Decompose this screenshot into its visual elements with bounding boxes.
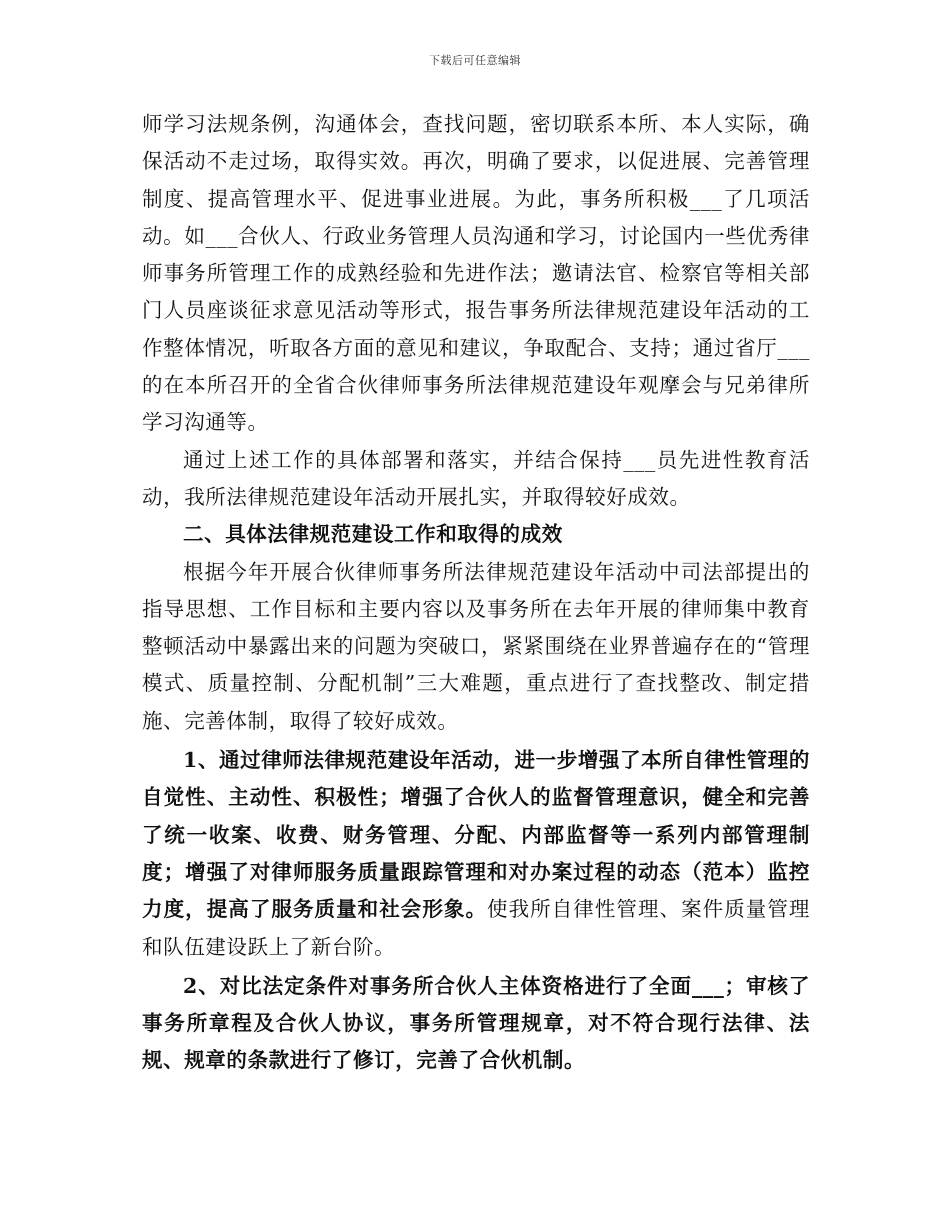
item-1-bold-text: 1、通过律师法律规范建设年活动，进一步增强了本所自律性管理的自觉性、主动性、积极性；增强了合伙人的监督管理意识，健全和完善了统一收案、收费、财务管理、分配、内部监督等一系列内部管理制度；增强了对律师服务质量跟踪管理和对办案过程的动态（范本）监控力度，提高了服务质量和社会形象。 [142,748,810,922]
document-body [142,106,810,1080]
paragraph-guidelines: 根据今年开展合伙律师事务所法律规范建设年活动中司法部提出的指导思想、工作目标和主要内容以及事务所在去年开展的律师集中教育整顿活动中暴露出来的问题为突破口，紧紧围绕在业界普遍存在的“管理模式、质量控制、分配机制”三大难题，重点进行了查找整改、制定措施、完善体制，取得了较好成效。 [142,559,810,733]
page-header: 下载后可任意编辑 [429,54,521,67]
paragraph-implementation: 通过上述工作的具体部署和落实，并结合保持___员先进性教育活动，我所法律规范建设年活动开展扎实，并取得较好成效。 [142,447,810,509]
item-1-normal-text: 使我所自律性管理、案件质量管理和队伍建设跃上了新台阶。 [142,897,810,959]
section-heading-2: 二、具体法律规范建设工作和取得的成效 [183,522,563,547]
paragraph-item-1 [142,742,810,966]
paragraph-activities: 师学习法规条例，沟通体会，查找问题，密切联系本所、本人实际，确保活动不走过场，取得实效。再次，明确了要求，以促进展、完善管理制度、提高管理水平、促进事业进展。为此，事务所积极___了几项活动。如___合伙人、行政业务管理人员沟通和学习，讨论国内一些优秀律师事务所管理工作的成熟经验和先进作法；邀请法官、检察官等相关部门人员座谈征求意见活动等形式，报告事务所法律规范建设年活动的工作整体情况，听取各方面的意见和建议，争取配合、支持；通过省厅___的在本所召开的全省合伙律师事务所法律规范建设年观摩会与兄弟律所学习沟通等。 [142,112,810,435]
paragraph-item-2: 2、对比法定条件对事务所合伙人主体资格进行了全面___；审核了事务所章程及合伙人协议，事务所管理规章，对不符合现行法律、法规、规章的条款进行了修订，完善了合伙机制。 [142,973,810,1073]
